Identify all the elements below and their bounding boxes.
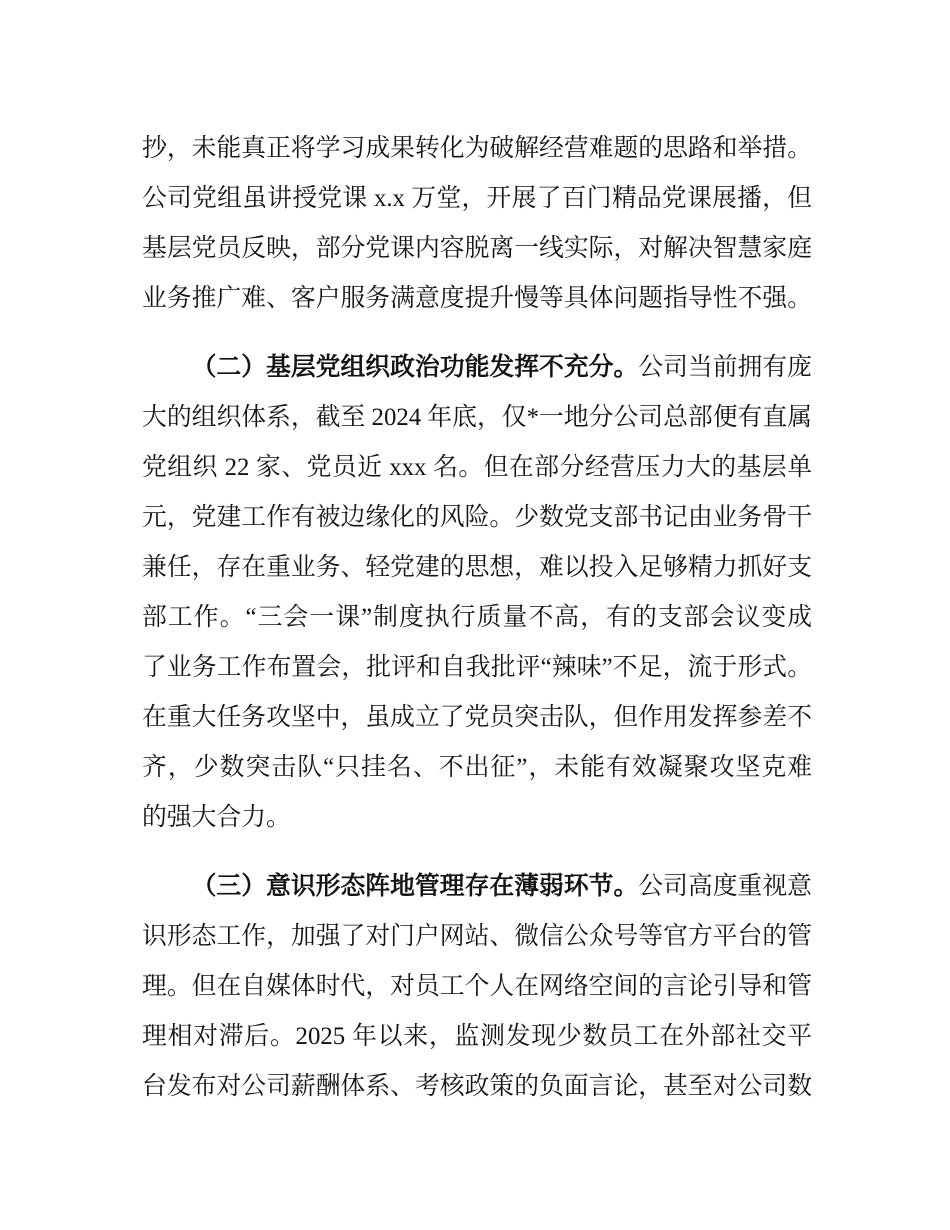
body-text: 在重大任务攻坚中，虽成立了党员突击队，但作用发挥参差不	[142, 704, 812, 731]
body-text: 理相对滞后。2025 年以来，监测发现少数员工在外部社交平	[142, 1023, 812, 1050]
text-line	[142, 1012, 812, 1062]
text-line	[142, 443, 812, 493]
body-text: 了业务工作布置会，批评和自我批评“辣味”不足，流于形式。	[142, 654, 812, 681]
body-text: 部工作。“三会一课”制度执行质量不高，有的支部会议变成	[142, 604, 812, 631]
paragraph-section-3	[142, 862, 812, 1112]
body-text: 台发布对公司薪酬体系、考核政策的负面言论，甚至对公司数	[142, 1073, 812, 1100]
text-line	[142, 593, 812, 643]
body-text: 业务推广难、客户服务满意度提升慢等具体问题指导性不强。	[142, 285, 812, 312]
text-line	[142, 224, 812, 274]
text-line	[142, 1062, 812, 1112]
section-heading-text: （三）意识形态阵地管理存在薄弱环节。	[191, 873, 639, 900]
body-text: 公司高度重视意	[638, 873, 812, 900]
body-text: 兼任，存在重业务、轻党建的思想，难以投入足够精力抓好支	[142, 554, 812, 581]
body-text: 公司当前拥有庞	[638, 354, 812, 381]
text-line	[142, 124, 812, 174]
body-text: 识形态工作，加强了对门户网站、微信公众号等官方平台的管	[142, 923, 812, 950]
body-text: 抄，未能真正将学习成果转化为破解经营难题的思路和举措。	[142, 135, 812, 162]
text-line	[142, 743, 812, 793]
text-line	[142, 493, 812, 543]
text-line	[142, 643, 812, 693]
body-text: 元，党建工作有被边缘化的风险。少数党支部书记由业务骨干	[142, 504, 812, 531]
paragraph-section-2	[142, 343, 812, 843]
paragraph-continuation	[142, 124, 812, 324]
body-text: 的强大合力。	[142, 804, 291, 831]
text-line	[142, 543, 812, 593]
body-text: 大的组织体系，截至 2024 年底，仅*一地分公司总部便有直属	[142, 404, 812, 431]
text-line	[142, 274, 812, 324]
text-line	[142, 862, 812, 912]
text-line	[142, 343, 812, 393]
text-line	[142, 793, 812, 843]
body-text: 党组织 22 家、党员近 xxx 名。但在部分经营压力大的基层单	[142, 454, 812, 481]
text-line	[142, 693, 812, 743]
body-text: 理。但在自媒体时代，对员工个人在网络空间的言论引导和管	[142, 973, 812, 1000]
text-line	[142, 962, 812, 1012]
section-heading-text: （二）基层党组织政治功能发挥不充分。	[191, 354, 639, 381]
document-body	[142, 124, 812, 1112]
body-text: 基层党员反映，部分党课内容脱离一线实际，对解决智慧家庭	[142, 235, 812, 262]
text-line	[142, 174, 812, 224]
text-line	[142, 912, 812, 962]
body-text: 公司党组虽讲授党课 x.x 万堂，开展了百门精品党课展播，但	[142, 185, 812, 212]
text-line	[142, 393, 812, 443]
body-text: 齐，少数突击队“只挂名、不出征”，未能有效凝聚攻坚克难	[142, 754, 812, 781]
